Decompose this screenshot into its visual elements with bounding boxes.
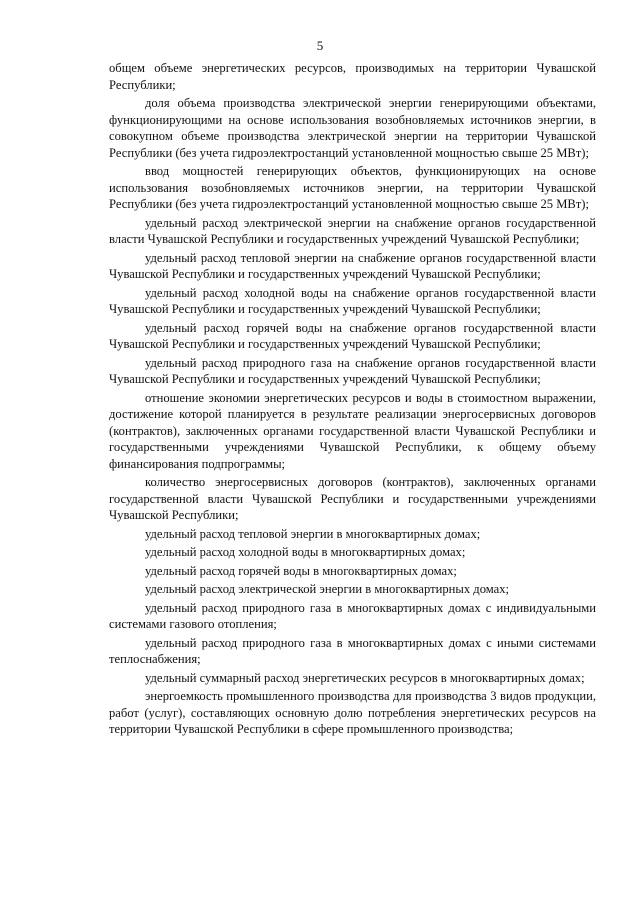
paragraph: удельный расход природного газа в многоквартирных домах с индивидуальными системами газового отопления;: [109, 600, 596, 631]
paragraph: удельный расход электрической энергии в многоквартирных домах;: [145, 582, 510, 596]
paragraph: общем объеме энергетических ресурсов, производимых на территории Чувашской Республики;: [109, 61, 596, 92]
paragraph: ввод мощностей генерирующих объектов, функционирующих на основе использования возобновляемых источников энергии, на территории Чувашской Республики (без учета гидроэлектростанций установленной мощностью свыше 25 МВт);: [109, 164, 596, 211]
paragraph: удельный расход электрической энергии на снабжение органов государственной власти Чувашской Республики и государственных учреждений Чувашской Республики;: [109, 215, 596, 246]
paragraph: удельный расход тепловой энергии на снабжение органов государственной власти Чувашской Республики и государственных учреждений Чувашской Республики;: [109, 250, 596, 281]
page-number: 5: [316, 38, 324, 53]
paragraph: удельный расход горячей воды на снабжение органов государственной власти Чувашской Республики и государственных учреждений Чувашской Республики;: [109, 320, 596, 351]
paragraph: удельный расход тепловой энергии в многоквартирных домах;: [145, 526, 481, 541]
paragraph: удельный расход горячей воды в многоквартирных домах;: [145, 563, 457, 578]
paragraph: энергоемкость промышленного производства для производства 3 видов продукции, работ (услуг), составляющих основную долю потребления энергетических ресурсов на территории Чувашской Республики в сфере промышленного производства;: [109, 689, 596, 736]
paragraph: удельный расход холодной воды на снабжение органов государственной власти Чувашской Республики и государственных учреждений Чувашской Республики;: [109, 285, 596, 316]
paragraph: отношение экономии энергетических ресурсов и воды в стоимостном выражении, достижение которой планируется в результате реализации энергосервисных договоров (контрактов), заключенных органами государственной власти Чувашской Республики и государственными учреждениями Чувашской Республики, к общему объему финансирования подпрограммы;: [109, 390, 596, 471]
paragraph: удельный суммарный расход энергетических ресурсов в многоквартирных домах;: [145, 670, 585, 685]
paragraph: удельный расход природного газа на снабжение органов государственной власти Чувашской Республики и государственных учреждений Чувашской Республики;: [109, 355, 596, 386]
paragraph: удельный расход холодной воды в многоквартирных домах;: [145, 545, 466, 559]
document-body: [109, 60, 596, 740]
paragraph: удельный расход природного газа в многоквартирных домах с иными системами теплоснабжения;: [109, 635, 596, 666]
paragraph: количество энергосервисных договоров (контрактов), заключенных органами государственной власти Чувашской Республики и государственными учреждениями Чувашской Республики;: [109, 475, 596, 522]
paragraph: доля объема производства электрической энергии генерирующими объектами, функционирующими на основе использования возобновляемых источников энергии, в совокупном объеме производства электрической энергии на территории Чувашской Республики (без учета гидроэлектростанций установленной мощностью свыше 25 МВт);: [109, 96, 596, 160]
